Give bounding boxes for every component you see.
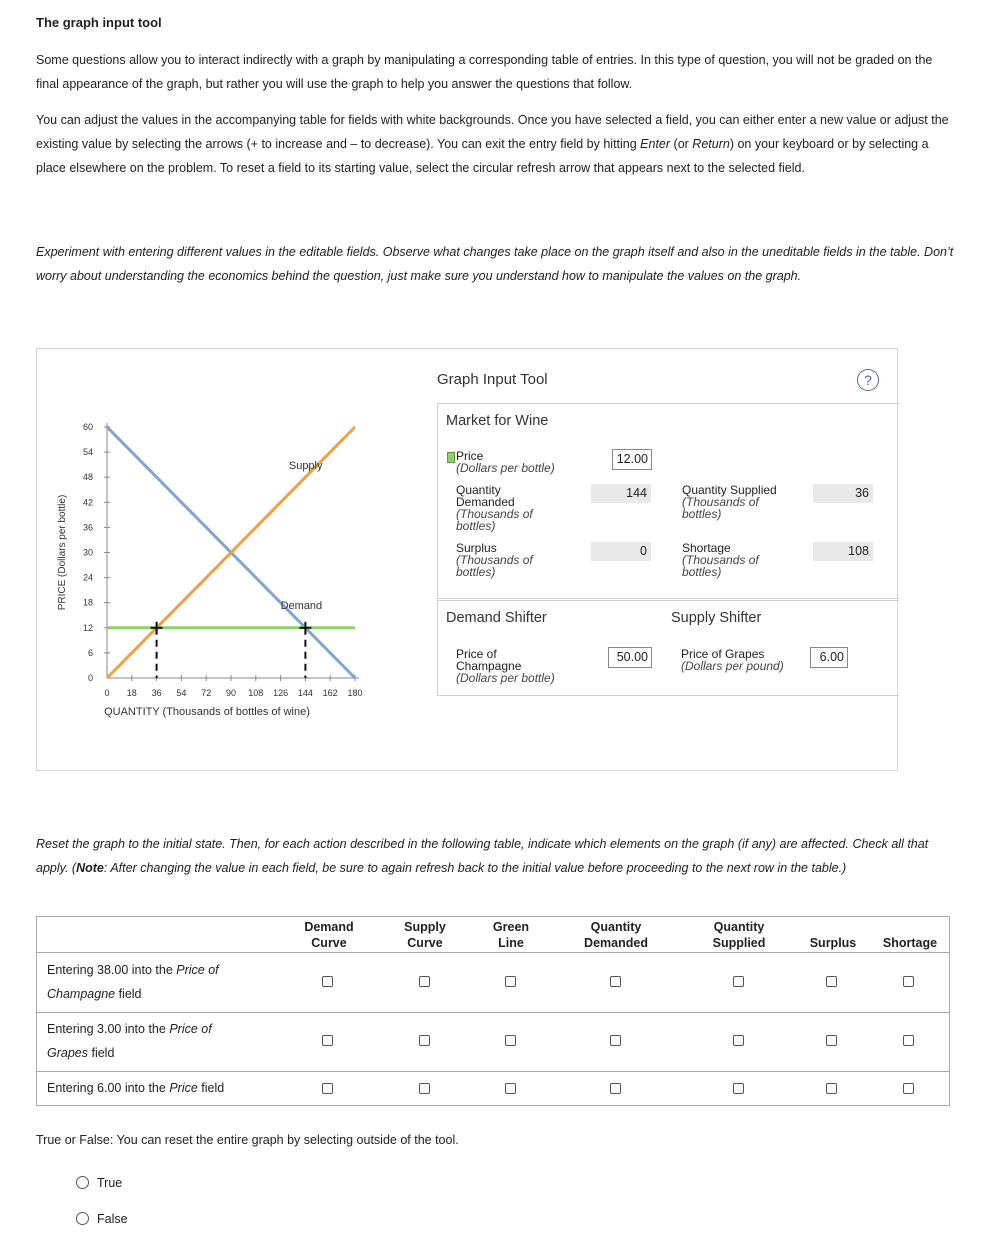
x-tick-label: 36 bbox=[151, 688, 162, 698]
row-label-grapes: Entering 3.00 into the Price of Grapes field bbox=[47, 1022, 212, 1060]
effects-table bbox=[36, 916, 950, 1106]
checkbox-row2-shortage[interactable] bbox=[903, 1035, 914, 1046]
checkbox-row2-quantity-demanded[interactable] bbox=[610, 1035, 621, 1046]
checkbox-row3-supply-curve[interactable] bbox=[419, 1083, 430, 1094]
row-label-champagne: Entering 38.00 into the Price of Champagne field bbox=[47, 963, 219, 1001]
y-tick-label: 12 bbox=[82, 622, 93, 633]
shortage-label: Shortage (Thousands of bottles) bbox=[682, 541, 759, 579]
true-false-question: True or False: You can reset the entire graph by selecting outside of the tool. bbox=[36, 1133, 459, 1147]
y-tick-label: 30 bbox=[82, 547, 93, 558]
shortage-value: 108 bbox=[813, 542, 873, 561]
checkbox-row2-green-line[interactable] bbox=[505, 1035, 516, 1046]
x-tick-label: 126 bbox=[273, 688, 289, 698]
surplus-value: 0 bbox=[591, 542, 651, 561]
intro-paragraph-3: Experiment with entering different values in the editable fields. Observe what changes take place on the graph itself and also in the uneditable fields in the table. Don’t worry about understanding the economics behind the question, just make sure you understand how to manipulate the values on the graph. bbox=[36, 245, 954, 283]
radio-true-label[interactable]: True bbox=[97, 1176, 123, 1190]
checkbox-row3-surplus[interactable] bbox=[826, 1083, 837, 1094]
checkbox-row3-quantity-supplied[interactable] bbox=[733, 1083, 744, 1094]
checkbox-row1-surplus[interactable] bbox=[826, 976, 837, 987]
y-tick-label: 48 bbox=[82, 472, 93, 483]
col-quantity-supplied: Quantity Supplied bbox=[712, 920, 766, 950]
price-input[interactable]: 12.00 bbox=[612, 449, 652, 470]
champagne-price-label: Price of Champagne (Dollars per bottle) bbox=[456, 647, 555, 685]
radio-false-label[interactable]: False bbox=[97, 1212, 128, 1226]
y-tick-label: 18 bbox=[82, 597, 93, 608]
graph-input-tool bbox=[36, 348, 898, 771]
col-shortage: Shortage bbox=[882, 936, 938, 950]
supply-label: Supply bbox=[288, 459, 323, 472]
x-tick-label: 72 bbox=[201, 688, 212, 698]
x-tick-label: 108 bbox=[248, 688, 264, 698]
x-tick-label: 18 bbox=[126, 688, 137, 698]
y-tick-label: 0 bbox=[87, 673, 93, 683]
help-icon[interactable]: ? bbox=[857, 369, 879, 391]
demand-label: Demand bbox=[280, 599, 323, 612]
checkbox-row2-demand-curve[interactable] bbox=[322, 1035, 333, 1046]
y-tick-label: 36 bbox=[82, 522, 93, 533]
col-supply-curve: Supply Curve bbox=[404, 920, 446, 950]
y-tick-label: 54 bbox=[82, 447, 93, 458]
y-tick-label: 42 bbox=[82, 497, 93, 508]
x-tick-label: 54 bbox=[176, 688, 187, 698]
checkbox-row1-shortage[interactable] bbox=[903, 976, 914, 987]
checkbox-row1-quantity-demanded[interactable] bbox=[610, 976, 621, 987]
checkbox-row1-green-line[interactable] bbox=[505, 976, 516, 987]
quantity-demanded-value: 144 bbox=[591, 484, 651, 503]
checkbox-row3-quantity-demanded[interactable] bbox=[610, 1083, 621, 1094]
checkbox-row2-quantity-supplied[interactable] bbox=[733, 1035, 744, 1046]
grapes-price-input[interactable]: 6.00 bbox=[810, 647, 848, 668]
y-tick-label: 60 bbox=[82, 422, 93, 432]
radio-true[interactable] bbox=[76, 1176, 89, 1189]
page-title: The graph input tool bbox=[36, 15, 162, 30]
col-green-line: Green Line bbox=[492, 920, 530, 950]
grapes-price-label: Price of Grapes (Dollars per pound) bbox=[681, 647, 784, 673]
x-tick-label: 180 bbox=[347, 688, 363, 698]
checkbox-row1-supply-curve[interactable] bbox=[419, 976, 430, 987]
champagne-price-input[interactable]: 50.00 bbox=[608, 647, 652, 668]
x-tick-label: 144 bbox=[297, 688, 313, 698]
x-axis-label: QUANTITY (Thousands of bottles of wine) bbox=[104, 706, 310, 718]
market-graph[interactable] bbox=[37, 409, 377, 789]
tool-title: Graph Input Tool bbox=[437, 371, 548, 388]
col-surplus: Surplus bbox=[809, 936, 857, 950]
intro-paragraph-1: Some questions allow you to interact indirectly with a graph by manipulating a corresponding table of entries. In this type of question, you will not be graded on the final appearance of the graph, but rather you will use the graph to help you answer the questions that follow. bbox=[36, 53, 933, 91]
y-axis-label: PRICE (Dollars per bottle) bbox=[57, 494, 68, 611]
intro-paragraph-2: You can adjust the values in the accompanying table for fields with white backgrounds. Once you have selected a field, you can either enter a new value or adjust the existing value by selecting the arrows (+ to increase and – to decrease). You can exit the entry field by hitting Enter (or Return) on your keyboard or by selecting a place elsewhere on the problem. To reset a field to its starting value, select the circular refresh arrow that appears next to the selected field. bbox=[36, 113, 949, 175]
quantity-demanded-label: Quantity Demanded (Thousands of bottles) bbox=[456, 483, 533, 533]
col-demand-curve: Demand Curve bbox=[304, 920, 354, 950]
checkbox-row2-supply-curve[interactable] bbox=[419, 1035, 430, 1046]
table-instructions: Reset the graph to the initial state. Then, for each action described in the following table, indicate which elements on the graph (if any) are affected. Check all that apply. (Note: After changing the value in each field, be sure to again refresh back to the initial value before proceeding to the next row in the table.) bbox=[36, 837, 929, 875]
y-tick-label: 6 bbox=[87, 647, 93, 658]
col-quantity-demanded: Quantity Demanded bbox=[584, 920, 648, 950]
x-tick-label: 90 bbox=[225, 688, 237, 698]
green-line-swatch bbox=[447, 452, 455, 463]
surplus-label: Surplus (Thousands of bottles) bbox=[456, 541, 533, 579]
supply-shifter-title: Supply Shifter bbox=[671, 610, 762, 626]
x-tick-label: 162 bbox=[322, 688, 338, 698]
checkbox-row1-demand-curve[interactable] bbox=[322, 976, 333, 987]
radio-false[interactable] bbox=[76, 1212, 89, 1225]
demand-shifter-title: Demand Shifter bbox=[446, 610, 547, 626]
checkbox-row1-quantity-supplied[interactable] bbox=[733, 976, 744, 987]
row-label-price: Entering 6.00 into the Price field bbox=[47, 1081, 225, 1095]
market-title: Market for Wine bbox=[446, 413, 549, 429]
x-tick-label: 0 bbox=[104, 688, 110, 698]
price-label: Price (Dollars per bottle) bbox=[456, 449, 555, 475]
quantity-supplied-value: 36 bbox=[813, 484, 873, 503]
checkbox-row3-shortage[interactable] bbox=[903, 1083, 914, 1094]
y-tick-label: 24 bbox=[82, 572, 93, 583]
quantity-supplied-label: Quantity Supplied (Thousands of bottles) bbox=[682, 483, 777, 521]
checkbox-row3-demand-curve[interactable] bbox=[322, 1083, 333, 1094]
checkbox-row2-surplus[interactable] bbox=[826, 1035, 837, 1046]
checkbox-row3-green-line[interactable] bbox=[505, 1083, 516, 1094]
